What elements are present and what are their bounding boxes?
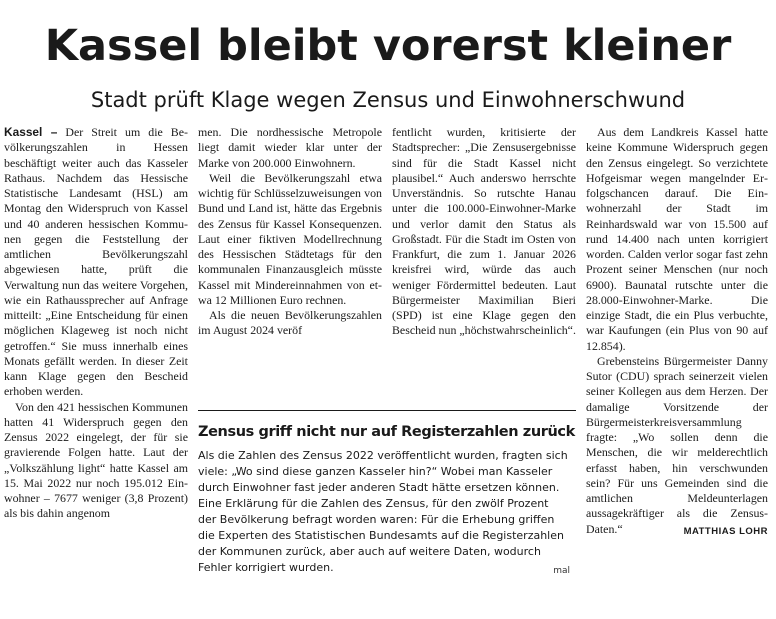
- infobox-credit: mal: [553, 566, 570, 576]
- infobox-rule: [198, 410, 576, 411]
- headline: Kassel bleibt vorerst kleiner: [44, 21, 732, 71]
- paragraph-text: Der Streit um die Bevölkerungszahlen in Hessen beschäftigt weiter auch das Kasseler Rathaus. Nachdem das Hessische Statistische Landesamt (HSL) am Montag den Widerspruch von Kassel und 40 anderen hessischen Kommunen gegen die Feststellung der amtlichen Bevölkerungszahl abgewiesen hatte, prüft die Verwaltung nun das weitere Vorgehen, wie ein Rathaussprecher auf Anfrage mitteilt: „Eine Entscheidung für einen möglichen Klageweg ist noch nicht getroffen.“ Sie muss innerhalb eines Monats gefällt werden. In dieser Zeit kann Klage gegen den Bescheid erhoben werden.: [4, 125, 188, 399]
- paragraph: fentlicht wurden, kritisierte der Stadtsprecher: „Die Zensusergebnisse sind für die Stadt Kassel nicht plausibel.“ Auch anderswo herrschte Unverständnis. So rutschte Hanau unter die 100.000-Einwohner-Marke und verlor damit den Status als Großstadt. Für die Stadt im Osten von Frankfurt, die zum 1. Januar 2026 kreisfrei wird, würde das auch weniger Fördermittel bedeuten. Laut Bürgermeister Maximilian Bieri (SPD) ist eine Klage gegen den Bescheid nun „höchstwahrscheinlich“.: [392, 125, 576, 338]
- paragraph-text: Grebensteins Bürgermeister Danny Sutor (CDU) sprach seinerzeit vielen seiner Kollegen aus dem Herzen. Der damalige Vorsitzende der Bürgermeisterkreisversammlung fragte: „Wo sollen denn die Menschen, die wir melderechtlich erfasst haben, hin verschwunden sein? Für uns Gemeinden sind die amtlichen Meldeunterlagen aussagekräftiger als die ZensusDaten.“: [586, 353, 768, 536]
- infobox-title: Zensus griff nicht nur auf Registerzahlen zurück: [198, 424, 575, 440]
- subheadline: Stadt prüft Klage wegen Zensus und Einwohnerschwund: [90, 88, 686, 112]
- article-column-3: [392, 125, 576, 339]
- paragraph: Als die neuen Bevölkerungszahlen im August 2024 veröf: [198, 308, 382, 338]
- infobox-body: Als die Zahlen des Zensus 2022 veröffentlicht wurden, fragten sich viele: „Wo sind diese ganzen Kasseler hin?“ Wobei man Kasseler durch Einwohner fast jeder anderen Stadt hätte ersetzen können. Eine Erklärung für die Zahlen des Zensus, für den zwölf Prozent der Bevölkerung befragt worden waren: Für die Erhebung griffen die Experten des Statistischen Bundesamts auf die Registerzahlen der Kommunen zurück, aber auch auf weitere Daten, wodurch Fehler korrigiert wurden.: [198, 449, 568, 574]
- paragraph: [4, 125, 188, 400]
- article-column-1: [4, 125, 188, 522]
- dateline: Kassel –: [4, 125, 58, 139]
- paragraph: Von den 421 hessischen Kommunen hatten 41 Widerspruch gegen den Zensus 2022 eingelegt, der für sie gravierende Folgen hatte. Laut der „Volkszählung light“ hatte Kassel am 15. Mai 2022 nur noch 195.012 Einwohner – 7677 weniger (3,8 Prozent) als bis dahin angenom: [4, 399, 188, 521]
- infobox-text: [198, 448, 570, 579]
- author-byline: MATTHIAS LOHR: [683, 525, 768, 537]
- article-column-2: [198, 125, 382, 339]
- paragraph: Aus dem Landkreis Kassel hatte keine Kommune Widerspruch gegen den Zensus eingelegt. So verzichtete Hofgeismar wegen mangelnder Erfolgschancen darauf. Die Einwohnerzahl der Stadt im Reinhardswald war von 15.500 auf rund 14.400 nach unten korrigiert worden. Calden verlor sogar fast zehn Prozent seiner Menschen (nur noch 6900). Baunatal rutschte unter die 28.000-Einwohner-Marke. Die einzige Stadt, die ein Plus verbuchte, war Kaufungen (ein Plus von 90 auf 12.854).: [586, 125, 768, 353]
- paragraph: [586, 354, 768, 537]
- article-column-4: [586, 125, 768, 539]
- paragraph: men. Die nordhessische Metropole liegt damit wieder klar unter der Marke von 200.000 Einwohnern.: [198, 125, 382, 170]
- paragraph: Weil die Bevölkerungszahl etwa wichtig für Schlüsselzuweisungen von Bund und Land ist, hätte das Ergebnis des Zensus für Kassel Konsequenzen. Laut einer fiktiven Modellrechnung des Hessischen Städtetags für den kommunalen Finanzausgleich müsste Kassel mit Mindereinnahmen von etwa 12 Millionen Euro rechnen.: [198, 170, 382, 307]
